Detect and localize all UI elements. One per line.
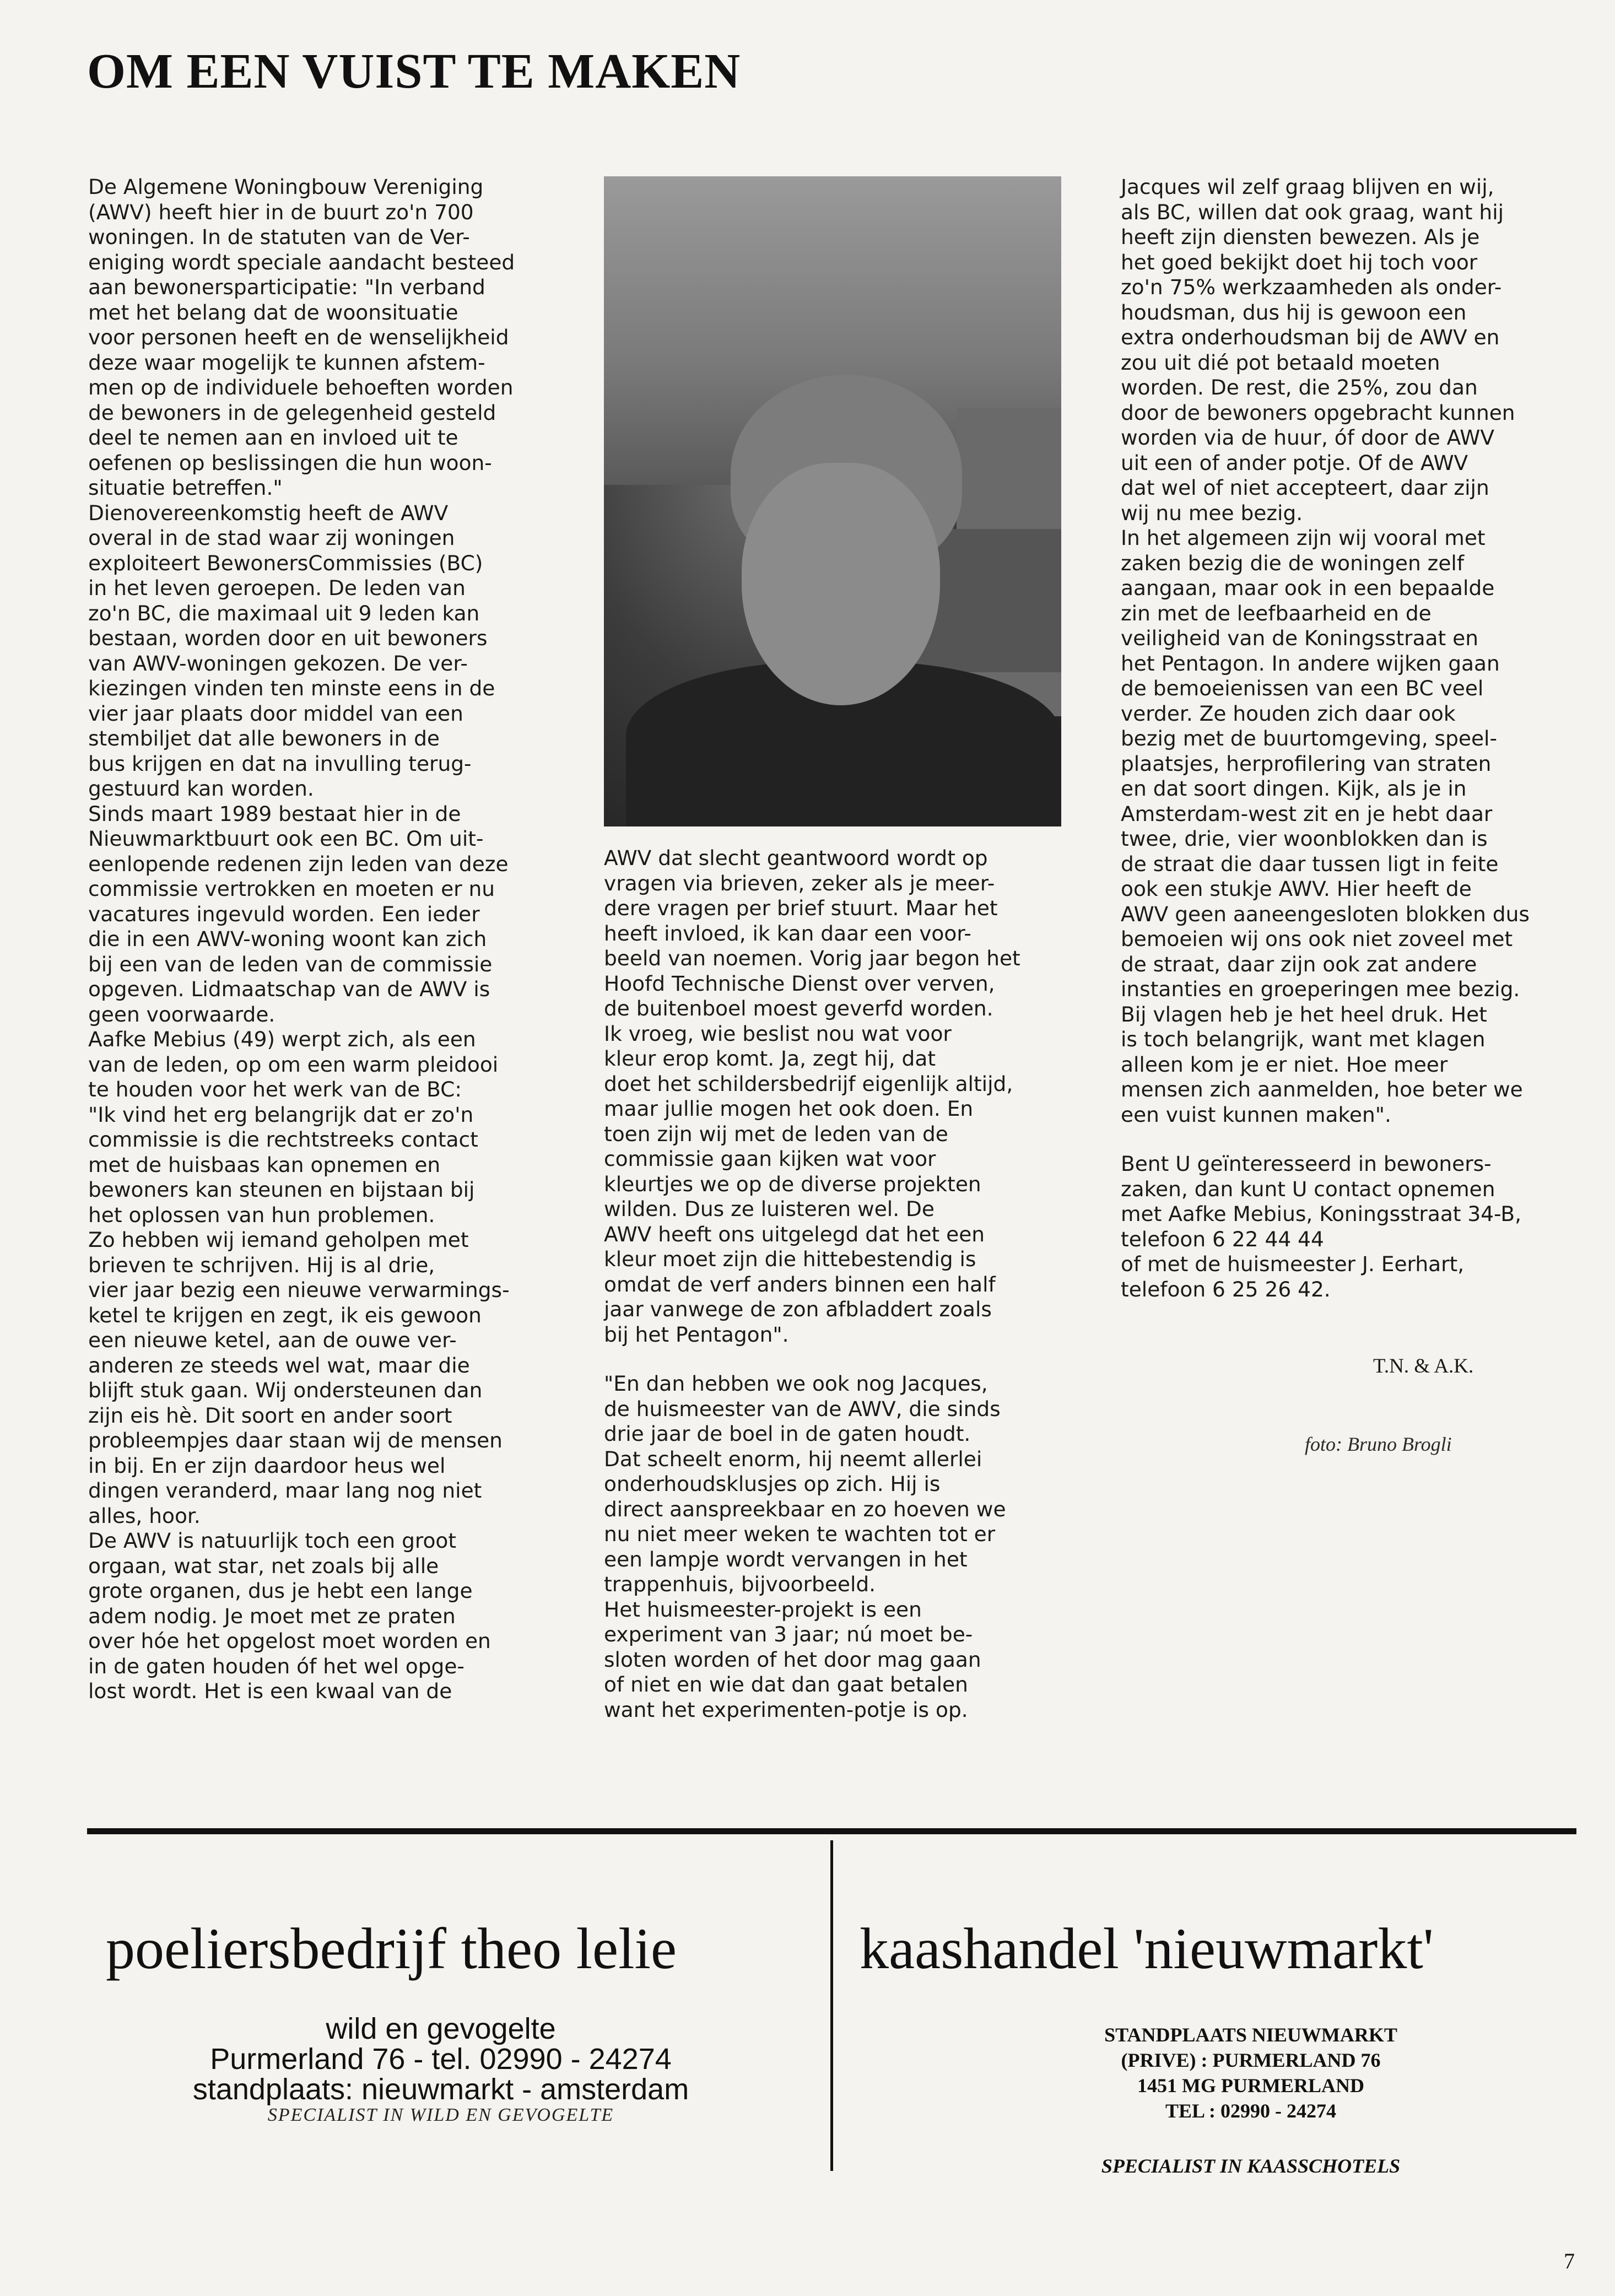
text-line: telefoon 6 25 26 42. <box>1121 1277 1331 1301</box>
text-line: of met de huismeester J. Eerhart, <box>1121 1252 1465 1276</box>
text-line: uit een of ander potje. Of de AWV <box>1121 450 1468 475</box>
text-line: bij een van de leden van de commissie <box>88 952 493 976</box>
text-line: extra onderhoudsman bij de AWV en <box>1121 325 1500 349</box>
text-line: de straat die daar tussen ligt in feite <box>1121 851 1499 876</box>
photo-face <box>742 463 940 705</box>
text-line: vier jaar bezig een nieuwe verwarmings- <box>88 1278 510 1302</box>
text-line: Hoofd Technische Dienst over verven, <box>604 971 995 996</box>
text-line: De AWV is natuurlijk toch een groot <box>88 1528 457 1553</box>
text-line: zijn eis hè. Dit soort en ander soort <box>88 1403 452 1428</box>
text-line: bewoners kan steunen en bijstaan bij <box>88 1177 475 1202</box>
text-line: plaatsjes, herprofilering van straten <box>1121 751 1492 776</box>
text-line: "Ik vind het erg belangrijk dat er zo'n <box>88 1102 474 1127</box>
text-line: sloten worden of het door mag gaan <box>604 1647 981 1672</box>
ad-kaashandel-details <box>1036 2022 1466 2124</box>
text-line: twee, drie, vier woonblokken dan is <box>1121 826 1488 851</box>
text-line: worden. De rest, die 25%, zou dan <box>1121 375 1478 399</box>
text-line: aan bewonersparticipatie: "In verband <box>88 275 485 299</box>
text-line: Het huismeester-projekt is een <box>604 1597 922 1622</box>
text-line: want het experimenten-potje is op. <box>604 1697 968 1722</box>
text-line: direct aanspreekbaar en zo hoeven we <box>604 1497 1006 1521</box>
text-line: geen voorwaarde. <box>88 1002 276 1027</box>
text-line: zaken bezig die de woningen zelf <box>1121 550 1465 575</box>
text-line: de huismeester van de AWV, die sinds <box>604 1396 1001 1421</box>
text-line: instanties en groeperingen mee bezig. <box>1121 977 1520 1001</box>
text-line: grote organen, dus je hebt een lange <box>88 1579 473 1603</box>
ad-line: STANDPLAATS NIEUWMARKT <box>1104 2024 1397 2046</box>
text-line: Zo hebben wij iemand geholpen met <box>88 1228 469 1252</box>
text-line: de buitenboel moest geverfd worden. <box>604 996 993 1020</box>
text-line: worden via de huur, óf door de AWV <box>1121 425 1495 450</box>
text-line: kleur moet zijn die hittebestendig is <box>604 1247 976 1271</box>
text-line: Nieuwmarktbuurt ook een BC. Om uit- <box>88 826 484 851</box>
text-line: veiligheid van de Koningsstraat en <box>1121 626 1478 650</box>
text-line: kiezingen vinden ten minste eens in de <box>88 676 495 700</box>
ad-line: wild en gevogelte <box>326 2012 556 2045</box>
text-line: wij nu mee bezig. <box>1121 500 1303 525</box>
text-line: eniging wordt speciale aandacht besteed <box>88 250 515 274</box>
text-line: gestuurd kan worden. <box>88 776 314 801</box>
text-line: dingen veranderd, maar lang nog niet <box>88 1478 482 1503</box>
text-line: met de huisbaas kan opnemen en <box>88 1152 441 1177</box>
text-line: commissie gaan kijken wat voor <box>604 1147 936 1171</box>
text-line: zou uit dié pot betaald moeten <box>1121 350 1440 375</box>
text-line: deel te nemen aan en invloed uit te <box>88 425 458 450</box>
text-line: met Aafke Mebius, Koningsstraat 34-B, <box>1121 1202 1521 1226</box>
text-line: trappenhuis, bijvoorbeeld. <box>604 1572 876 1596</box>
text-line: de straat, daar zijn ook zat andere <box>1121 952 1477 976</box>
text-line: Amsterdam-west zit en je hebt daar <box>1121 801 1493 826</box>
text-line: blijft stuk gaan. Wij ondersteunen dan <box>88 1378 483 1402</box>
text-line: bij het Pentagon". <box>604 1322 789 1347</box>
text-line: probleempjes daar staan wij de mensen <box>88 1428 503 1452</box>
text-line: adem nodig. Je moet met ze praten <box>88 1603 456 1628</box>
text-line: bus krijgen en dat na invulling terug- <box>88 751 472 776</box>
text-line: Dienovereenkomstig heeft de AWV <box>88 500 449 525</box>
text-line: beeld van noemen. Vorig jaar begon het <box>604 946 1020 970</box>
text-line: situatie betreffen." <box>88 476 283 500</box>
text-line: een vuist kunnen maken". <box>1121 1102 1391 1127</box>
text-line: nu niet meer weken te wachten tot er <box>604 1522 996 1546</box>
text-line: aangaan, maar ook in een bepaalde <box>1121 576 1495 600</box>
text-line: orgaan, wat star, net zoals bij alle <box>88 1553 439 1578</box>
ad-kaashandel-tagline: SPECIALIST IN KAASSCHOTELS <box>1101 2155 1401 2177</box>
text-line: alleen kom je er niet. Hoe meer <box>1121 1052 1448 1077</box>
text-line: bestaan, worden door en uit bewoners <box>88 626 488 650</box>
text-line: (AWV) heeft hier in de buurt zo'n 700 <box>88 199 474 224</box>
text-line: men op de individuele behoeften worden <box>88 375 514 399</box>
text-line: anderen ze steeds wel wat, maar die <box>88 1353 470 1377</box>
ad-line: 1451 MG PURMERLAND <box>1137 2074 1364 2097</box>
text-line: exploiteert BewonersCommissies (BC) <box>88 550 483 575</box>
text-line: ook een stukje AWV. Hier heeft de <box>1121 877 1472 901</box>
ad-poelier-tagline: SPECIALIST IN WILD EN GEVOGELTE <box>267 2105 614 2125</box>
text-line: en dat soort dingen. Kijk, als je in <box>1121 776 1467 801</box>
text-line: woningen. In de statuten van de Ver- <box>88 225 470 249</box>
text-line: Jacques wil zelf graag blijven en wij, <box>1121 175 1494 199</box>
advert-vertical-divider <box>830 1840 833 2171</box>
text-line: die in een AWV-woning woont kan zich <box>88 927 487 951</box>
article-column-3 <box>1121 175 1584 1302</box>
text-line: In het algemeen zijn wij vooral met <box>1121 526 1486 550</box>
text-line: wilden. Dus ze luisteren wel. De <box>604 1197 935 1221</box>
text-line: bezig met de buurtomgeving, speel- <box>1121 726 1497 750</box>
article-column-1 <box>88 175 573 1704</box>
text-line: alles, hoor. <box>88 1503 201 1528</box>
text-line: bemoeien wij ons ook niet zoveel met <box>1121 927 1513 951</box>
text-line: dat wel of niet accepteert, daar zijn <box>1121 476 1489 500</box>
text-line: opgeven. Lidmaatschap van de AWV is <box>88 977 490 1001</box>
text-line: met het belang dat de woonsituatie <box>88 300 458 325</box>
text-line: telefoon 6 22 44 44 <box>1121 1227 1324 1251</box>
text-line: commissie vertrokken en moeten er nu <box>88 877 495 901</box>
text-line: voor personen heeft en de wenselijkheid <box>88 325 509 349</box>
text-line: kleur erop komt. Ja, zegt hij, dat <box>604 1046 936 1071</box>
text-line: heeft invloed, ik kan daar een voor- <box>604 921 971 946</box>
text-line: ketel te krijgen en zegt, ik eis gewoon <box>88 1303 482 1327</box>
ad-poelier-title: poeliersbedrijf theo lelie <box>106 1916 677 1981</box>
text-line: de bewoners in de gelegenheid gesteld <box>88 400 496 425</box>
text-line: jaar vanwege de zon afbladdert zoals <box>604 1297 992 1321</box>
text-line: toen zijn wij met de leden van de <box>604 1121 948 1146</box>
text-line: in het leven geroepen. De leden van <box>88 576 466 600</box>
text-line: heeft zijn diensten bewezen. Als je <box>1121 225 1480 249</box>
ad-poelier-details <box>138 2014 744 2105</box>
text-line: drie jaar de boel in de gaten houdt. <box>604 1422 971 1446</box>
text-line: onderhoudsklusjes op zich. Hij is <box>604 1472 941 1496</box>
page-number: 7 <box>1564 2249 1575 2273</box>
photo-credit: foto: Bruno Brogli <box>1305 1433 1452 1455</box>
text-line: verder. Ze houden zich daar ook <box>1121 701 1456 726</box>
text-line: maar jullie mogen het ook doen. En <box>604 1096 974 1121</box>
text-line: van AWV-woningen gekozen. De ver- <box>88 651 468 676</box>
text-line: stembiljet dat alle bewoners in de <box>88 726 440 750</box>
article-headline: OM EEN VUIST TE MAKEN <box>87 44 741 99</box>
text-line: overal in de stad waar zij woningen <box>88 526 455 550</box>
article-column-2 <box>604 846 1089 1722</box>
text-line: Bent U geïnteresseerd in bewoners- <box>1121 1152 1492 1176</box>
text-line: van de leden, op om een warm pleidooi <box>88 1052 499 1077</box>
ad-line: Purmerland 76 - tel. 02990 - 24274 <box>210 2043 672 2076</box>
text-line: zo'n BC, die maximaal uit 9 leden kan <box>88 601 480 625</box>
text-line: doet het schildersbedrijf eigenlijk altijd, <box>604 1071 1013 1096</box>
text-line: door de bewoners opgebracht kunnen <box>1121 400 1515 425</box>
text-line: mensen zich aanmelden, hoe beter we <box>1121 1077 1523 1101</box>
text-line: deze waar mogelijk te kunnen afstem- <box>88 350 485 375</box>
text-line: over hóe het opgelost moet worden en <box>88 1629 491 1653</box>
text-line: lost wordt. Het is een kwaal van de <box>88 1679 452 1703</box>
text-line: Bij vlagen heb je het heel druk. Het <box>1121 1002 1487 1027</box>
ad-line: (PRIVE) : PURMERLAND 76 <box>1121 2049 1381 2071</box>
text-line: "En dan hebben we ook nog Jacques, <box>604 1371 988 1396</box>
text-line: in de gaten houden óf het wel opge- <box>88 1654 464 1678</box>
text-line: oefenen op beslissingen die hun woon- <box>88 450 492 475</box>
text-line: in bij. En er zijn daardoor heus wel <box>88 1453 446 1478</box>
text-line: AWV heeft ons uitgelegd dat het een <box>604 1222 985 1246</box>
text-line: het goed bekijkt doet hij toch voor <box>1121 250 1478 274</box>
ad-line: standplaats: nieuwmarkt - amsterdam <box>192 2073 689 2106</box>
advert-divider-rule <box>87 1828 1576 1834</box>
text-line: eenlopende redenen zijn leden van deze <box>88 851 509 876</box>
text-line: een lampje wordt vervangen in het <box>604 1547 968 1571</box>
text-line: De Algemene Woningbouw Vereniging <box>88 175 484 199</box>
text-line: commissie is die rechtstreeks contact <box>88 1127 478 1152</box>
author-initials: T.N. & A.K. <box>1373 1355 1474 1377</box>
text-line: het Pentagon. In andere wijken gaan <box>1121 651 1500 676</box>
text-line: brieven te schrijven. Hij is al drie, <box>88 1252 435 1277</box>
text-line: het oplossen van hun problemen. <box>88 1202 435 1227</box>
text-line: zaken, dan kunt U contact opnemen <box>1121 1176 1495 1201</box>
text-line: experiment van 3 jaar; nú moet be- <box>604 1622 973 1646</box>
text-line: zin met de leefbaarheid en de <box>1121 601 1432 625</box>
text-line: Aafke Mebius (49) werpt zich, als een <box>88 1027 476 1051</box>
text-line: AWV geen aaneengesloten blokken dus <box>1121 901 1530 926</box>
text-line: Sinds maart 1989 bestaat hier in de <box>88 801 461 826</box>
text-line: als BC, willen dat ook graag, want hij <box>1121 199 1504 224</box>
text-line: Dat scheelt enorm, hij neemt allerlei <box>604 1446 982 1471</box>
text-line: dere vragen per brief stuurt. Maar het <box>604 896 998 920</box>
text-line: Ik vroeg, wie beslist nou wat voor <box>604 1021 952 1046</box>
text-line: houdsman, dus hij is gewoon een <box>1121 300 1467 325</box>
text-line: vragen via brieven, zeker als je meer- <box>604 871 995 895</box>
text-line: zo'n 75% werkzaamheden als onder- <box>1121 275 1502 299</box>
text-line: omdat de verf anders binnen een half <box>604 1272 996 1296</box>
portrait-photo <box>604 176 1061 826</box>
text-line: vier jaar plaats door middel van een <box>88 701 463 726</box>
text-line: of niet en wie dat dan gaat betalen <box>604 1672 968 1697</box>
ad-kaashandel-title: kaashandel 'nieuwmarkt' <box>860 1916 1434 1981</box>
text-line: AWV dat slecht geantwoord wordt op <box>604 846 988 870</box>
text-line: kleurtjes we op de diverse projekten <box>604 1171 981 1196</box>
text-line: te houden voor het werk van de BC: <box>88 1077 462 1101</box>
ad-line: TEL : 02990 - 24274 <box>1165 2100 1337 2122</box>
text-line: een nieuwe ketel, aan de ouwe ver- <box>88 1328 457 1352</box>
text-line: vacatures ingevuld worden. Een ieder <box>88 901 480 926</box>
text-line: de bemoeienissen van een BC veel <box>1121 676 1484 700</box>
text-line: is toch belangrijk, want met klagen <box>1121 1027 1486 1051</box>
